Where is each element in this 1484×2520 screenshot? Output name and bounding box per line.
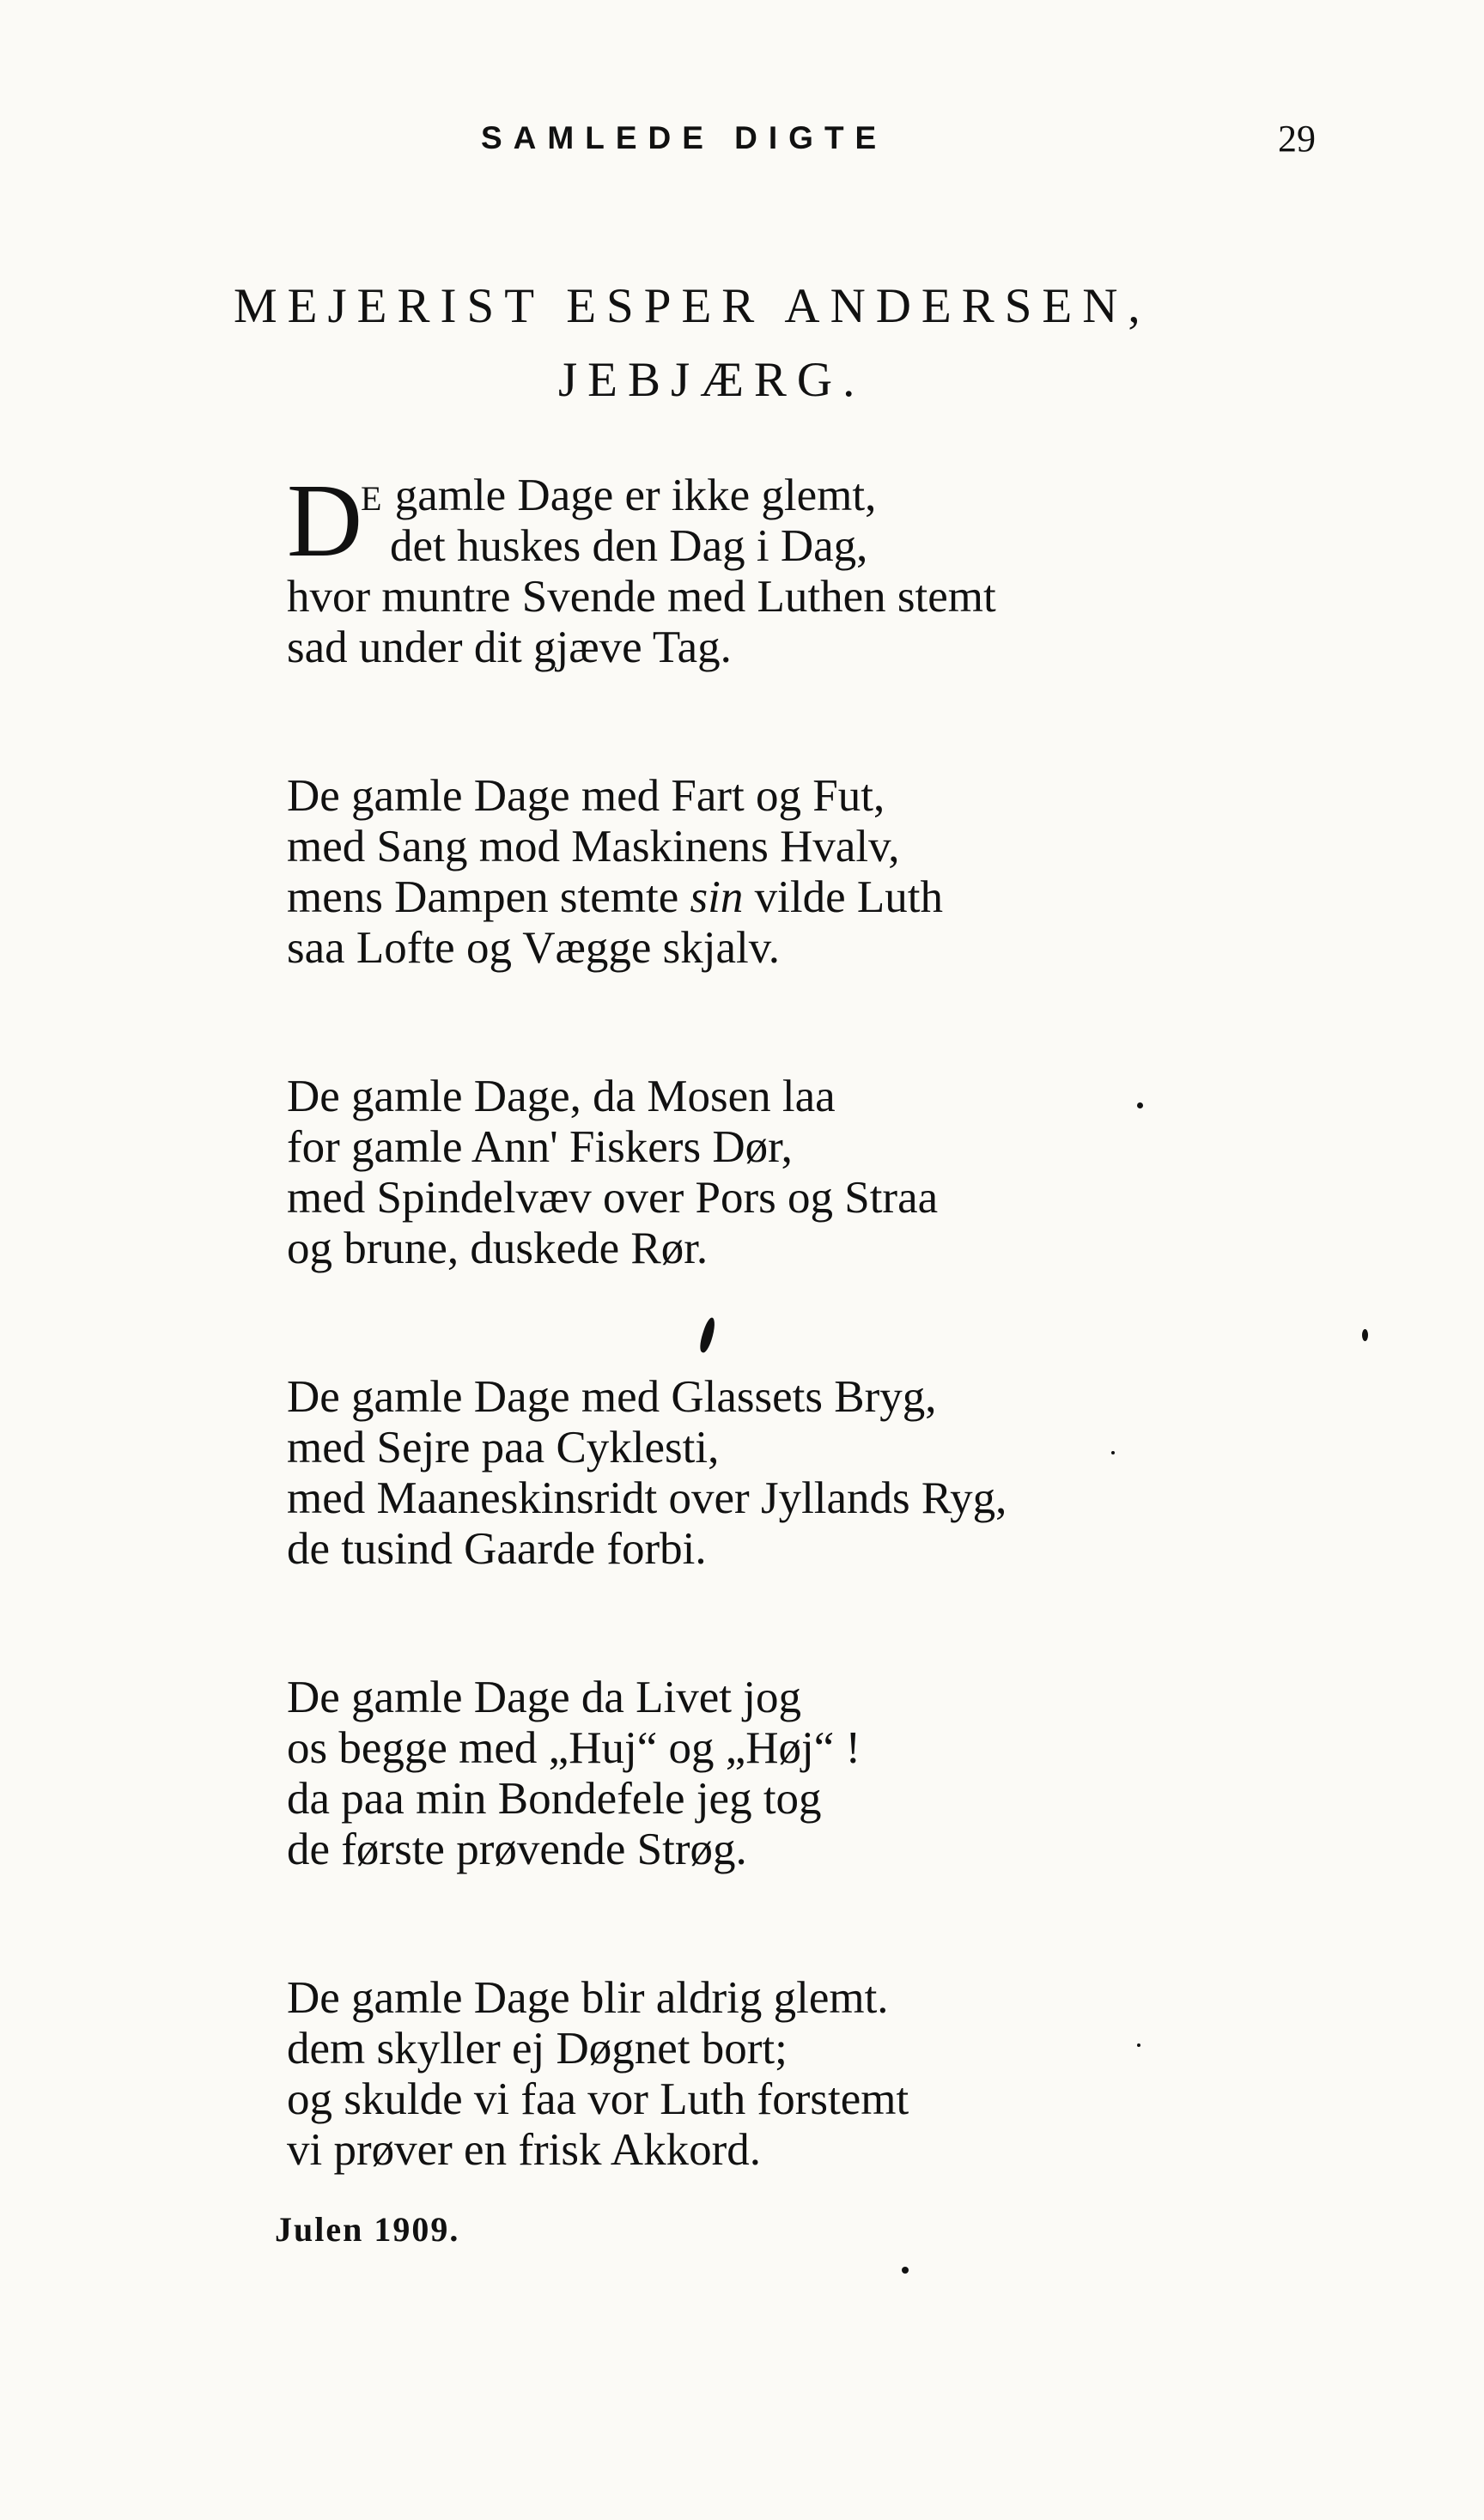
poem-line: de tusind Gaarde forbi. — [287, 1524, 707, 1574]
poem-line — [287, 872, 943, 923]
poem-line: sad under dit gjæve Tag. — [287, 622, 732, 672]
poem-subtitle: JEBJÆRG. — [558, 353, 866, 407]
poem-line: da paa min Bondefele jeg tog — [287, 1774, 822, 1824]
first-line-text — [287, 471, 996, 521]
poem-line: med Maaneskinsridt over Jyllands Ryg, — [287, 1473, 1007, 1523]
poem-line: saa Lofte og Vægge skjalv. — [287, 923, 781, 973]
stanza-6 — [287, 1973, 909, 2176]
first-line-caps: E — [361, 479, 384, 518]
poem-line: vi prøver en frisk Akkord. — [287, 2125, 761, 2175]
first-line-rest: gamle Dage er ikke glemt, — [383, 471, 877, 520]
poem-line: De gamle Dage da Livet jog — [287, 1673, 801, 1722]
poem-line: De gamle Dage med Fart og Fut, — [287, 771, 885, 821]
line-part: mens Dampen stemte — [287, 872, 690, 922]
poem-line: De gamle Dage med Glassets Bryg, — [287, 1372, 937, 1422]
poem-line: og brune, duskede Rør. — [287, 1224, 709, 1273]
drop-cap: D — [287, 463, 363, 579]
stanza-4 — [287, 1372, 1007, 1575]
poem-line: med Spindelvæv over Pors og Straa — [287, 1173, 939, 1223]
poem-line: dem skyller ej Døgnet bort; — [287, 2024, 788, 2074]
page-number: 29 — [1278, 118, 1316, 160]
stanza-5 — [287, 1673, 861, 1875]
italic-word: sin — [690, 872, 744, 922]
poem-line: med Sang mod Maskinens Hvalv, — [287, 822, 900, 871]
running-head — [0, 120, 1484, 163]
ink-speck — [902, 2267, 909, 2274]
poem-line: de første prøvende Strøg. — [287, 1825, 747, 1874]
ink-speck — [697, 1316, 718, 1354]
stanza-3 — [287, 1072, 938, 1274]
poem-line: og skulde vi faa vor Luth forstemt — [287, 2074, 909, 2124]
poem-line: hvor muntre Svende med Luthen stemt — [287, 572, 996, 622]
poem-line: det huskes den Dag i Dag, — [390, 521, 868, 571]
ink-speck — [1111, 1451, 1115, 1454]
poem-date: Julen 1909. — [275, 2210, 460, 2249]
running-title: SAMLEDE DIGTE — [481, 120, 888, 155]
poem-title: MEJERIST ESPER ANDERSEN, — [234, 279, 1151, 333]
ink-speck — [1137, 2043, 1140, 2047]
ink-speck — [1137, 1102, 1143, 1108]
ink-speck — [1362, 1329, 1368, 1341]
stanza-2 — [287, 771, 943, 974]
poem-line: for gamle Ann' Fiskers Dør, — [287, 1122, 793, 1172]
poem-line: os begge med „Huj“ og „Høj“ ! — [287, 1723, 861, 1773]
line-part: vilde Luth — [743, 872, 943, 922]
poem-line: De gamle Dage, da Mosen laa — [287, 1072, 836, 1121]
poem-line: De gamle Dage blir aldrig glemt. — [287, 1973, 889, 2023]
stanza-1 — [287, 463, 996, 673]
poem-line: med Sejre paa Cyklesti, — [287, 1423, 720, 1473]
